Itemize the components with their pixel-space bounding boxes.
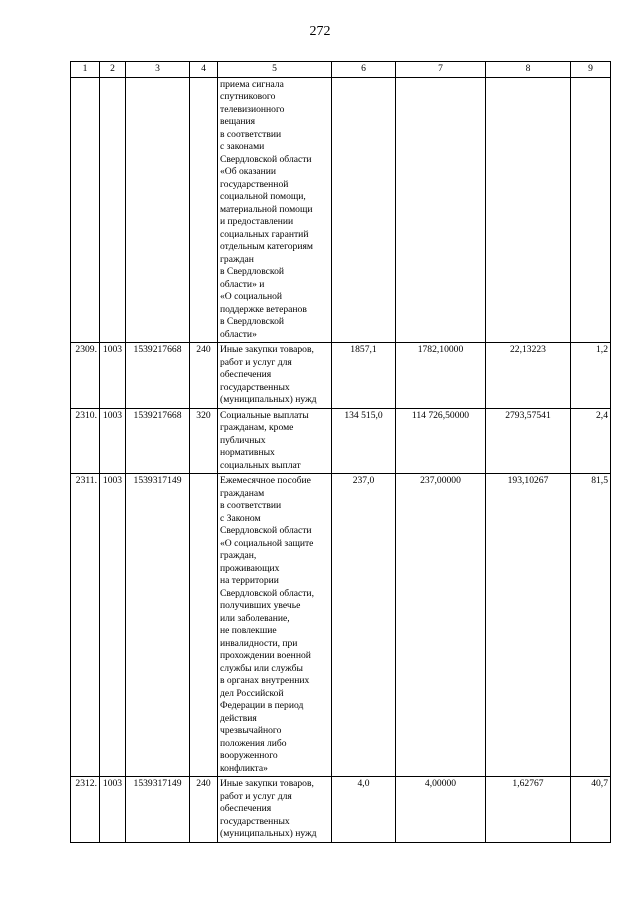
value-cell: 2793,57541 [486, 408, 571, 474]
table-row [71, 777, 611, 843]
header-cell: 6 [332, 62, 396, 78]
row-number-cell: 2312. [71, 777, 100, 843]
expense-type-cell: 240 [190, 343, 218, 409]
description-cell: Ежемесячное пособие гражданам в соответствии с Законом Свердловской области «О социальной защите граждан, проживающих на территории Свердловской области, получивших увечье или заболевание, не повлекшие инвалидности, при прохождении военной службы или службы в органах внутренних дел Российской Федерации в период действия чрезвычайного положения либо вооруженного конфликта» [218, 474, 332, 777]
value-cell: 1782,10000 [396, 343, 486, 409]
value-cell: 237,0 [332, 474, 396, 777]
value-cell: 22,13223 [486, 343, 571, 409]
value-cell: 114 726,50000 [396, 408, 486, 474]
value-cell: 237,00000 [396, 474, 486, 777]
target-code-cell: 1539317149 [126, 777, 190, 843]
table-row [71, 77, 611, 343]
section-code-cell: 1003 [100, 777, 126, 843]
value-cell [396, 77, 486, 343]
row-number-cell: 2310. [71, 408, 100, 474]
target-code-cell: 1539217668 [126, 408, 190, 474]
table-row [71, 408, 611, 474]
value-cell: 193,10267 [486, 474, 571, 777]
percent-cell: 40,7 [571, 777, 611, 843]
budget-table [70, 61, 611, 843]
expense-type-cell: 240 [190, 777, 218, 843]
section-code-cell: 1003 [100, 408, 126, 474]
target-code-cell [126, 77, 190, 343]
header-cell: 2 [100, 62, 126, 78]
section-code-cell: 1003 [100, 343, 126, 409]
value-cell [486, 77, 571, 343]
description-cell: Иные закупки товаров, работ и услуг для обеспечения государственных (муниципальных) нужд [218, 343, 332, 409]
table-header-row [71, 62, 611, 78]
target-code-cell: 1539217668 [126, 343, 190, 409]
expense-type-cell [190, 474, 218, 777]
table-row [71, 474, 611, 777]
header-cell: 5 [218, 62, 332, 78]
page-number: 272 [309, 24, 331, 39]
expense-type-cell: 320 [190, 408, 218, 474]
value-cell [332, 77, 396, 343]
header-cell: 4 [190, 62, 218, 78]
header-cell: 3 [126, 62, 190, 78]
header-cell: 9 [571, 62, 611, 78]
header-cell: 8 [486, 62, 571, 78]
value-cell: 134 515,0 [332, 408, 396, 474]
expense-type-cell [190, 77, 218, 343]
header-cell: 1 [71, 62, 100, 78]
description-cell: Социальные выплаты гражданам, кроме публичных нормативных социальных выплат [218, 408, 332, 474]
table-row [71, 343, 611, 409]
description-cell: Иные закупки товаров, работ и услуг для обеспечения государственных (муниципальных) нужд [218, 777, 332, 843]
percent-cell: 1,2 [571, 343, 611, 409]
value-cell: 1857,1 [332, 343, 396, 409]
percent-cell: 81,5 [571, 474, 611, 777]
description-cell: приема сигнала спутникового телевизионного вещания в соответствии с законами Свердловской области «Об оказании государственной социальной помощи, материальной помощи и предоставлении социальных гарантий отдельным категориям граждан в Свердловской области» и «О социальной поддержке ветеранов в Свердловской области» [218, 77, 332, 343]
section-code-cell [100, 77, 126, 343]
row-number-cell: 2311. [71, 474, 100, 777]
row-number-cell [71, 77, 100, 343]
percent-cell: 2,4 [571, 408, 611, 474]
section-code-cell: 1003 [100, 474, 126, 777]
percent-cell [571, 77, 611, 343]
value-cell: 4,00000 [396, 777, 486, 843]
value-cell: 4,0 [332, 777, 396, 843]
header-cell: 7 [396, 62, 486, 78]
value-cell: 1,62767 [486, 777, 571, 843]
target-code-cell: 1539317149 [126, 474, 190, 777]
row-number-cell: 2309. [71, 343, 100, 409]
